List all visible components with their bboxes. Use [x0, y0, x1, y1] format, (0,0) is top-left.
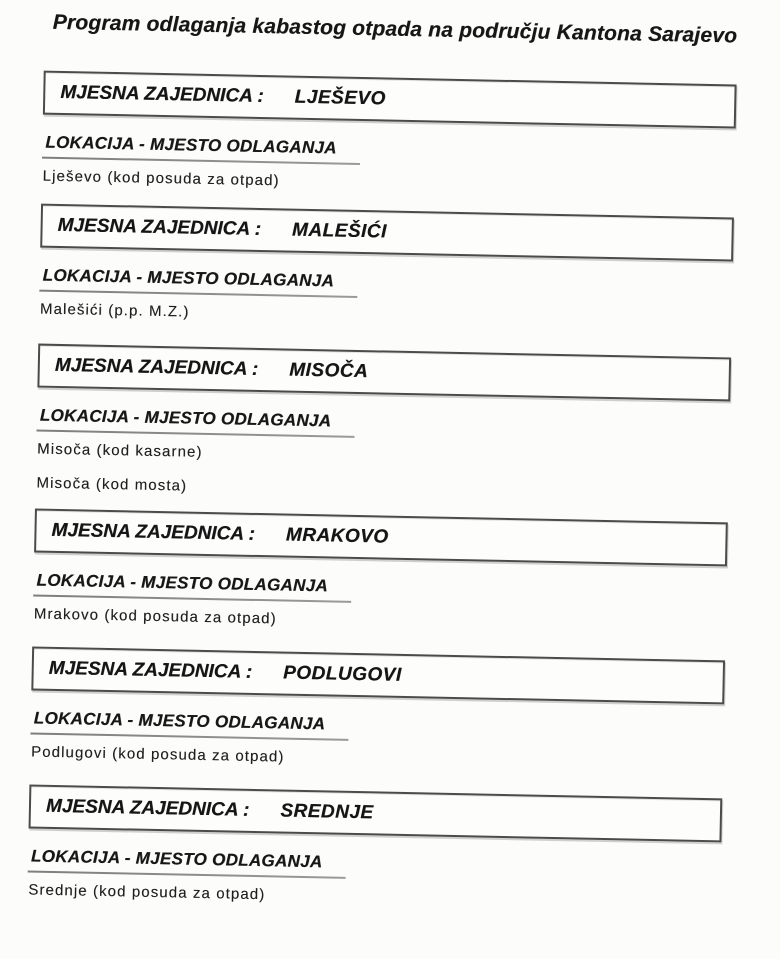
- location-heading: LOKACIJA - MJESTO ODLAGANJA: [33, 708, 326, 734]
- mjesna-zajednica-label: MJESNA ZAJEDNICA :: [57, 214, 262, 240]
- section-misoca: [35, 344, 733, 518]
- mjesna-zajednica-label: MJESNA ZAJEDNICA :: [51, 519, 256, 545]
- mjesna-zajednica-name: LJEŠEVO: [294, 86, 387, 110]
- mjesna-zajednica-name: SREDNJE: [280, 800, 374, 824]
- document-title: Program odlaganja kabastog otpada na području Kantona Sarajevo: [52, 10, 738, 48]
- location-item: Srednje (kod posuda za otpad): [28, 881, 266, 904]
- mjesna-zajednica-name: MALEŠIĆI: [291, 219, 387, 243]
- section-srednje: [26, 784, 724, 958]
- location-heading: LOKACIJA - MJESTO ODLAGANJA: [39, 405, 332, 431]
- mjesna-zajednica-name: MRAKOVO: [285, 524, 389, 548]
- location-item: Lješevo (kod posuda za otpad): [42, 167, 280, 190]
- mjesna-zajednica-label: MJESNA ZAJEDNICA :: [54, 354, 259, 380]
- location-item: Misoča (kod mosta): [36, 474, 188, 495]
- location-heading: LOKACIJA - MJESTO ODLAGANJA: [36, 570, 329, 596]
- location-heading: LOKACIJA - MJESTO ODLAGANJA: [45, 132, 337, 158]
- location-item: Misoča (kod kasarne): [36, 440, 203, 461]
- mjesna-zajednica-box: [43, 71, 737, 129]
- mjesna-zajednica-name: PODLUGOVI: [282, 662, 402, 686]
- location-item: Malešići (p.p. M.Z.): [39, 300, 190, 321]
- mjesna-zajednica-name: MISOČA: [288, 359, 369, 383]
- location-item: Podlugovi (kod posuda za otpad): [30, 743, 285, 766]
- mjesna-zajednica-label: MJESNA ZAJEDNICA :: [48, 657, 253, 683]
- mjesna-zajednica-label: MJESNA ZAJEDNICA :: [60, 81, 264, 108]
- location-heading: LOKACIJA - MJESTO ODLAGANJA: [42, 265, 335, 291]
- location-item: Mrakovo (kod posuda za otpad): [33, 605, 277, 628]
- mjesna-zajednica-box: [34, 509, 728, 567]
- mjesna-zajednica-label: MJESNA ZAJEDNICA :: [45, 795, 250, 821]
- location-heading: LOKACIJA - MJESTO ODLAGANJA: [30, 846, 323, 872]
